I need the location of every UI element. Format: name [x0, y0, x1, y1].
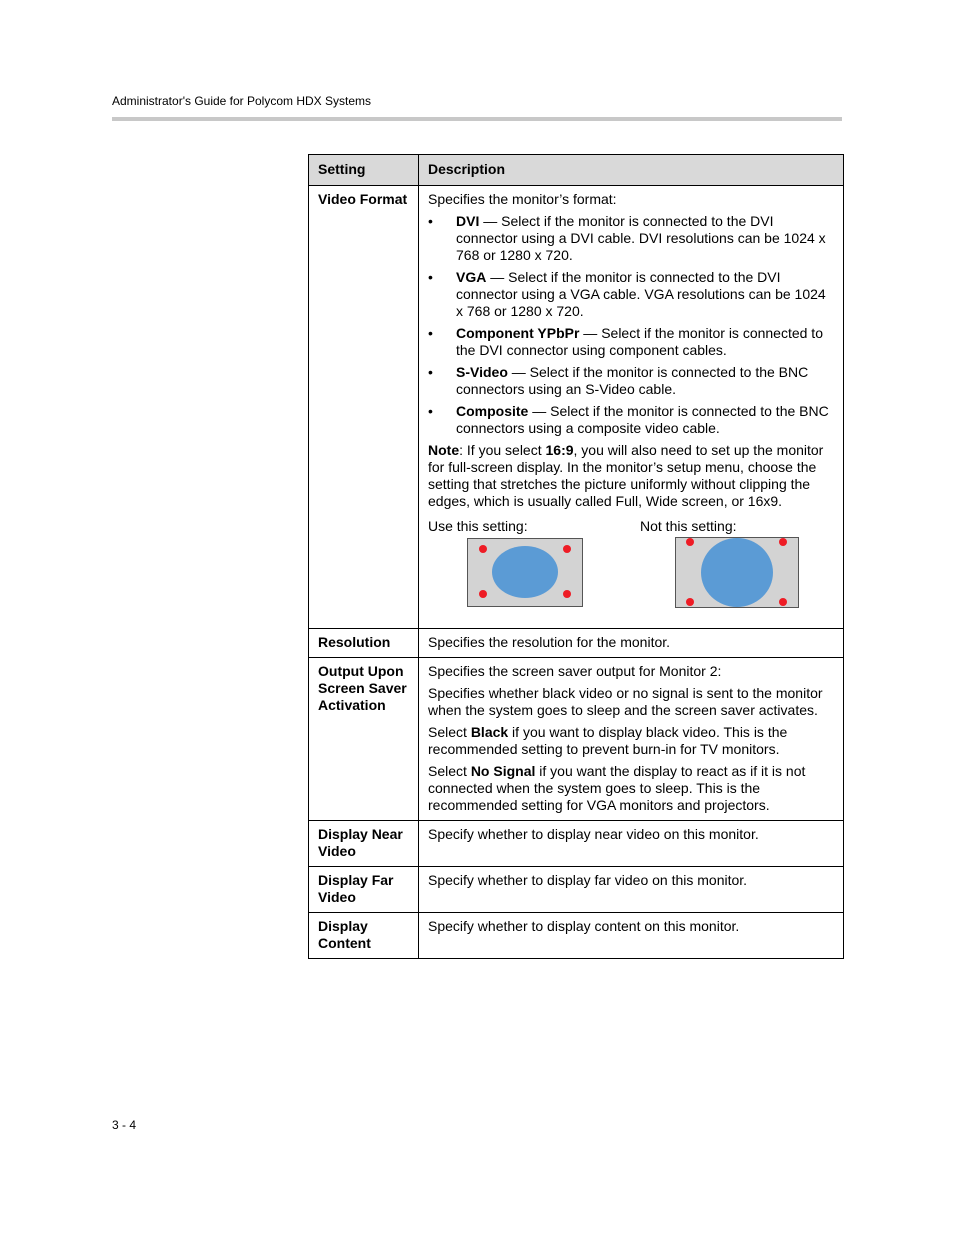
text-run: Select: [428, 724, 471, 740]
option-name: Component YPbPr: [456, 325, 580, 341]
note-label: Note: [428, 442, 460, 458]
option-composite: [428, 403, 834, 437]
video-format-intro: Specifies the monitor’s format:: [428, 191, 617, 207]
description-text: Specifies the resolution for the monitor.: [428, 634, 671, 650]
corner-marker: [686, 598, 694, 606]
display-comparison: [428, 518, 834, 622]
option-dvi: [428, 213, 834, 264]
header-rule: [112, 117, 842, 121]
setting-name-display-content: Display Content: [309, 913, 419, 959]
setting-name-display-far-video: Display Far Video: [309, 867, 419, 913]
option-text: — Select if the monitor is connected to the DVI connector using a VGA cable. VGA resolutions can be 1024 x 768 or 1280 x 720.: [456, 269, 826, 319]
option-text: — Select if the monitor is connected to the DVI connector using component cables.: [456, 325, 823, 358]
note-text: , you will also need to set up the monitor for full-screen display. In the monitor’s setup menu, choose the setting that stretches the picture uniformly without clipping the edges, which is usually called Full, Wide screen, or 16x9.: [428, 442, 824, 509]
setting-name-screen-saver-output: Output Upon Screen Saver Activation: [309, 658, 419, 821]
column-header-setting: Setting: [309, 155, 419, 186]
note-text: : If you select: [459, 442, 546, 458]
table-row-resolution: [309, 629, 844, 658]
option-name: S-Video: [456, 364, 508, 380]
corner-marker: [479, 545, 487, 553]
option-component-ypbpr: [428, 325, 834, 359]
monitor-settings-table: [308, 154, 844, 959]
option-name: Composite: [456, 403, 529, 419]
unclipped-picture-ellipse: [492, 546, 558, 598]
bullet-icon: •: [428, 364, 433, 380]
page-number: 3 - 4: [112, 1118, 137, 1132]
corner-marker: [779, 538, 787, 546]
description-text: Specify whether to display content on this monitor.: [428, 918, 740, 934]
setting-name-video-format: Video Format: [309, 186, 419, 629]
option-s-video: [428, 364, 834, 398]
table-row-video-format: [309, 186, 844, 629]
not-setting-caption: Not this setting:: [640, 518, 737, 534]
table-row-screen-saver-output: [309, 658, 844, 821]
running-header: Administrator's Guide for Polycom HDX Systems: [112, 94, 372, 108]
clipped-picture-circle: [701, 538, 773, 607]
bullet-icon: •: [428, 213, 433, 229]
use-setting-caption: Use this setting:: [428, 518, 528, 534]
corner-marker: [563, 545, 571, 553]
description-display-far-video: [419, 867, 844, 913]
description-video-format: [419, 186, 844, 629]
option-name: DVI: [456, 213, 480, 229]
corner-marker: [686, 538, 694, 546]
table-header-row: [309, 155, 844, 186]
table-row-display-far-video: [309, 867, 844, 913]
bullet-icon: •: [428, 269, 433, 285]
no-signal-option-text: [428, 763, 834, 814]
description-text: Specifies the screen saver output for Monitor 2:: [428, 663, 722, 679]
description-text: Specifies whether black video or no signal is sent to the monitor when the system goes to sleep and the screen saver activates.: [428, 685, 823, 718]
option-vga: [428, 269, 834, 320]
setting-name-display-near-video: Display Near Video: [309, 821, 419, 867]
description-display-content: [419, 913, 844, 959]
text-run: if you want the display to react as if it is not connected when the system goes to sleep. This is the recommended setting for VGA monitors and projectors.: [428, 763, 806, 813]
option-text: — Select if the monitor is connected to the BNC connectors using a composite video cable.: [456, 403, 829, 436]
option-text: — Select if the monitor is connected to the DVI connector using a DVI cable. DVI resolutions can be 1024 x 768 or 1280 x 720.: [456, 213, 826, 263]
description-resolution: [419, 629, 844, 658]
corner-marker: [779, 598, 787, 606]
option-text: — Select if the monitor is connected to the BNC connectors using an S-Video cable.: [456, 364, 809, 397]
setting-name-resolution: Resolution: [309, 629, 419, 658]
video-format-options: [428, 213, 834, 437]
option-name: VGA: [456, 269, 487, 285]
correct-display-diagram: [467, 538, 583, 607]
description-display-near-video: [419, 821, 844, 867]
corner-marker: [563, 590, 571, 598]
text-run: if you want to display black video. This is the recommended setting to prevent burn-in for TV monitors.: [428, 724, 788, 757]
bullet-icon: •: [428, 403, 433, 419]
column-header-description: Description: [419, 155, 844, 186]
incorrect-display-diagram: [675, 537, 799, 608]
text-run: Select: [428, 763, 471, 779]
video-format-note: [428, 442, 834, 510]
note-ratio: 16:9: [545, 442, 574, 458]
description-text: Specify whether to display near video on this monitor.: [428, 826, 759, 842]
table-row-display-content: [309, 913, 844, 959]
no-signal-option-label: No Signal: [470, 763, 536, 779]
description-text: Specify whether to display far video on this monitor.: [428, 872, 748, 888]
black-option-text: [428, 724, 834, 758]
description-screen-saver-output: [419, 658, 844, 821]
bullet-icon: •: [428, 325, 433, 341]
black-option-label: Black: [470, 724, 509, 740]
corner-marker: [479, 590, 487, 598]
table-row-display-near-video: [309, 821, 844, 867]
